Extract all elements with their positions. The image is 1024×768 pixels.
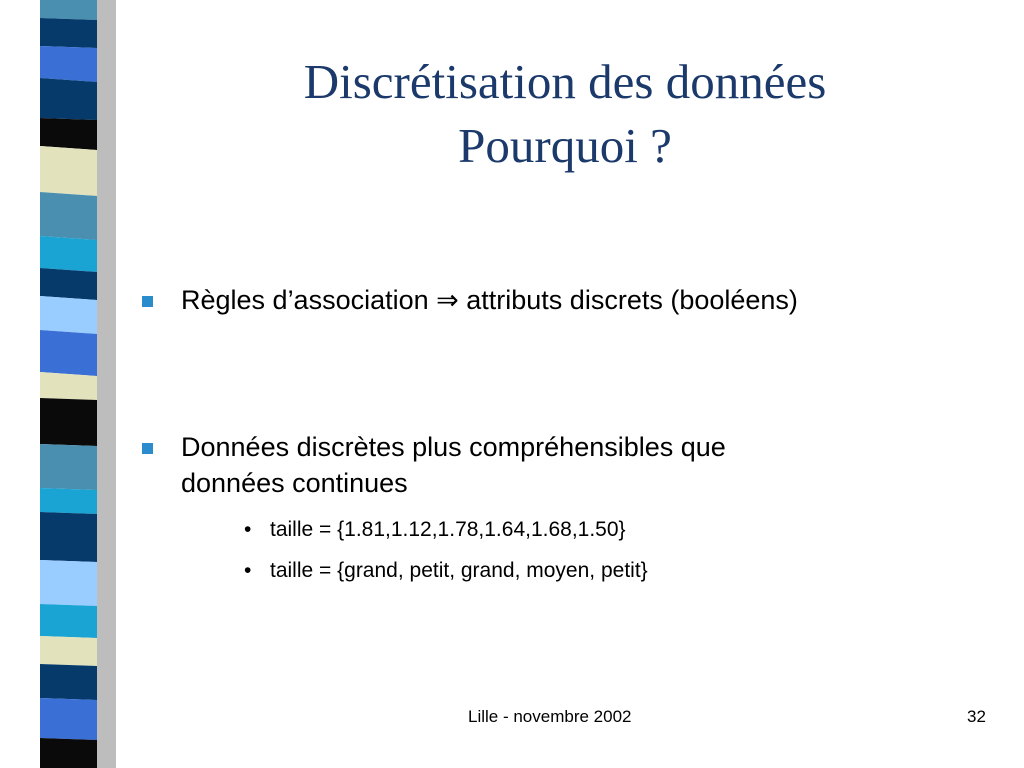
stripe-band — [40, 118, 97, 150]
stripe-band — [40, 0, 97, 20]
stripe-band — [40, 192, 97, 240]
stripe-band — [40, 46, 97, 82]
stripe-band — [40, 636, 97, 666]
bullet-square-icon — [142, 443, 153, 454]
stripe-band — [40, 444, 97, 490]
stripe-band — [40, 236, 97, 272]
stripe-band — [40, 146, 97, 196]
bullet-square-icon — [142, 296, 153, 307]
stripe-band — [40, 698, 97, 740]
slide-title-line-1: Discrétisation des données — [303, 54, 827, 109]
stripe-band — [40, 512, 97, 562]
sub-bullet-text: taille = {grand, petit, grand, moyen, petit} — [270, 559, 648, 582]
stripe-band — [40, 18, 97, 48]
stripe-band — [40, 398, 97, 446]
stripe-band — [40, 78, 97, 120]
slide-title-line-2: Pourquoi ? — [458, 118, 672, 173]
footer-event-date: Lille - novembre 2002 — [468, 707, 632, 726]
decorative-color-stripe — [0, 0, 120, 768]
slide-page-number: 32 — [967, 707, 986, 726]
stripe-band — [40, 738, 97, 768]
bullet-text — [181, 429, 981, 501]
sub-bullet-dot-icon: • — [244, 518, 252, 541]
stripe-band — [40, 560, 97, 606]
stripe-band — [40, 268, 97, 300]
stripe-band — [40, 604, 97, 638]
sub-bullet-text: taille = {1.81,1.12,1.78,1.64,1.68,1.50} — [270, 518, 626, 541]
stripe-band — [40, 330, 97, 376]
sub-bullet-dot-icon: • — [244, 559, 252, 582]
stripe-band — [40, 296, 97, 334]
bullet-text: Règles d’association ⇒ attributs discrets (booléens) — [181, 285, 798, 315]
stripe-band — [40, 488, 97, 514]
slide-title — [160, 50, 970, 178]
bullet-text-line-1: Données discrètes plus compréhensibles que — [181, 432, 726, 462]
bullet-text-line-2: données continues — [181, 468, 408, 498]
stripe-band — [40, 664, 97, 700]
stripe-band — [40, 372, 97, 400]
